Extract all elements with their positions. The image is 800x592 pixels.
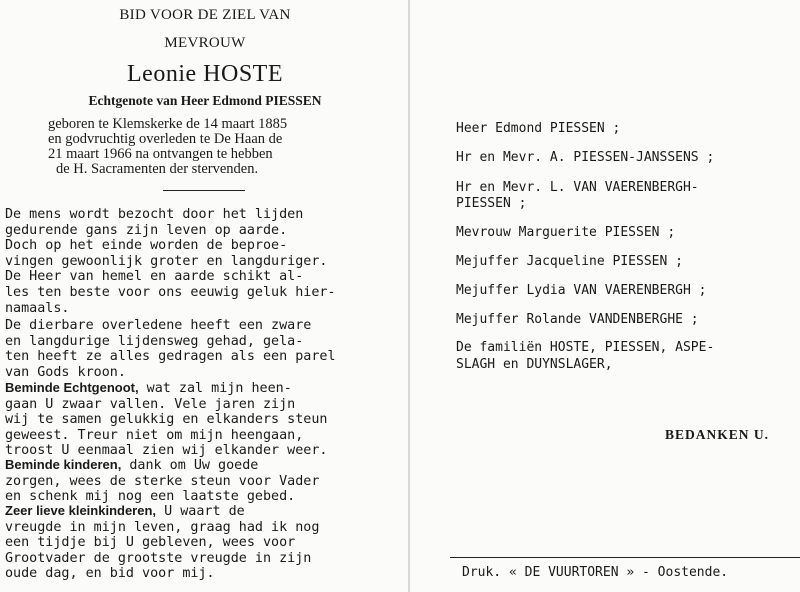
header-line-1: BID VOOR DE ZIEL VAN xyxy=(119,7,291,23)
divider xyxy=(163,190,245,191)
text-line: gaan U zwaar vallen. Vele jaren zijn xyxy=(5,396,296,412)
family-member: Mejuffer Lydia VAN VAERENBERGH ; xyxy=(456,283,707,298)
text-line: wat zal mijn heen- xyxy=(138,381,292,396)
text-line: van Gods kroon. xyxy=(5,364,126,380)
birth-line: geboren te Klemskerke de 14 maart 1885 xyxy=(48,116,288,132)
birth-death-info xyxy=(48,117,358,177)
text-line: geweest. Treur niet om mijn heengaan, xyxy=(5,427,304,443)
text-line: De mens wordt bezocht door het lijden xyxy=(5,207,304,222)
family-member: Heer Edmond PIESSEN ; xyxy=(456,121,621,136)
birth-line: en godvruchtig overleden te De Haan de xyxy=(48,131,283,147)
family-member: PIESSEN ; xyxy=(456,196,527,211)
paragraph-grandchildren xyxy=(5,503,360,582)
bold-lead: Zeer lieve kleinkinderen, xyxy=(5,503,157,518)
text-line: wij te samen gelukkig en elkanders steun xyxy=(5,412,328,428)
spouse-line: Echtgenote van Heer Edmond PIESSEN xyxy=(88,93,322,108)
text-line: dank om Uw goede xyxy=(121,458,259,473)
text-line: les ten beste voor ons eeuwig geluk hier- xyxy=(5,284,336,300)
paragraph-children xyxy=(5,457,360,505)
text-line: vreugde in mijn leven, graag had ik nog xyxy=(5,519,320,535)
text-line: een tijdje bij U gebleven, wees voor xyxy=(5,535,296,551)
printer-divider xyxy=(450,557,800,558)
header-line-2: MEVROUW xyxy=(164,35,246,51)
family-member: Mevrouw Marguerite PIESSEN ; xyxy=(456,225,676,240)
right-panel xyxy=(420,0,800,592)
family-member: Hr en Mevr. A. PIESSEN-JANSSENS ; xyxy=(456,150,715,165)
text-line: De dierbare overledene heeft een zware xyxy=(5,318,312,333)
text-line: De Heer van hemel en aarde schikt al- xyxy=(5,269,304,285)
family-member: De familiën HOSTE, PIESSEN, ASPE- xyxy=(456,340,715,355)
text-line: Doch op het einde worden de beproe- xyxy=(5,238,288,254)
text-line: ten heeft ze alles gedragen als een parel xyxy=(5,349,336,365)
card-fold xyxy=(408,0,410,592)
thanks-line: BEDANKEN U. xyxy=(665,427,770,442)
text-line: namaals. xyxy=(5,300,70,316)
family-member: Mejuffer Jacqueline PIESSEN ; xyxy=(456,254,683,269)
paragraph-suffering xyxy=(5,207,360,316)
text-line: zorgen, wees de sterke steun voor Vader xyxy=(5,473,320,489)
text-line: vingen gewoonlijk groter en langduriger. xyxy=(5,253,328,269)
family-member: SLAGH en DUYNSLAGER, xyxy=(456,357,613,372)
text-line: en langdurige lijdensweg gehad, gela- xyxy=(5,333,304,349)
text-line: oude dag, en bid voor mij. xyxy=(5,566,215,582)
text-line: en schenk mij nog een laatste gebed. xyxy=(5,489,296,505)
family-member: Mejuffer Rolande VANDENBERGHE ; xyxy=(456,312,699,327)
bold-lead: Beminde kinderen, xyxy=(5,457,122,472)
paragraph-husband xyxy=(5,380,360,459)
family-member: Hr en Mevr. L. VAN VAERENBERGH- xyxy=(456,180,699,195)
paragraph-deceased xyxy=(5,318,360,380)
deceased-name: Leonie HOSTE xyxy=(127,61,283,87)
text-line: Grootvader de grootste vreugde in zijn xyxy=(5,550,312,566)
text-line: troost U eenmaal zien wij elkander weer. xyxy=(5,443,328,459)
text-line: gedurende gans zijn leven op aarde. xyxy=(5,222,288,238)
text-line: U waart de xyxy=(156,504,245,519)
birth-line: de H. Sacramenten der stervenden. xyxy=(56,161,259,177)
birth-line: 21 maart 1966 na ontvangen te hebben xyxy=(48,146,273,162)
printer-credit: Druk. « DE VUURTOREN » - Oostende. xyxy=(462,565,729,580)
bold-lead: Beminde Echtgenoot, xyxy=(5,380,139,395)
